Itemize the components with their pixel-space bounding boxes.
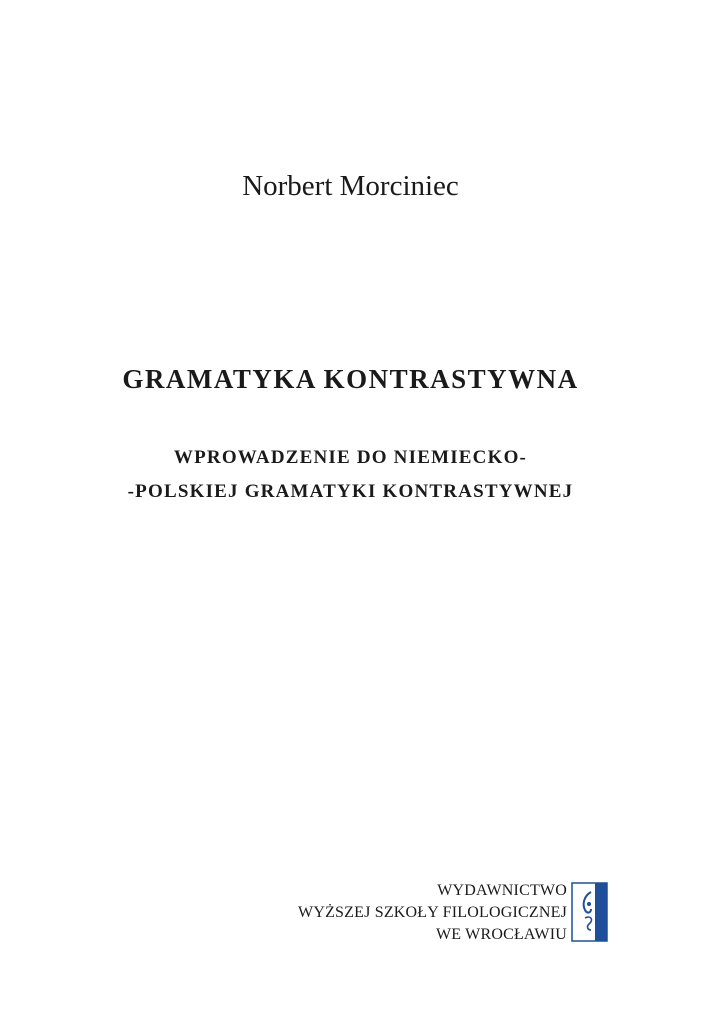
book-title: GRAMATYKA KONTRASTYWNA (122, 364, 579, 394)
author-name: Norbert Morciniec (242, 170, 459, 202)
subtitle-line-2: -POLSKIEJ GRAMATYKI KONTRASTYWNEJ (127, 481, 574, 502)
publisher-line-3: WE WROCŁAWIU (435, 926, 567, 943)
subtitle-line-1: WPROWADZENIE DO NIEMIECKO- (173, 447, 528, 468)
book-subtitle (0, 441, 701, 509)
publisher-line-1: WYDAWNICTWO (437, 882, 567, 899)
publisher-block (298, 880, 567, 946)
publisher-logo-icon (571, 882, 608, 942)
publisher-line-2: WYŻSZEJ SZKOŁY FILOLOGICZNEJ (298, 904, 567, 921)
